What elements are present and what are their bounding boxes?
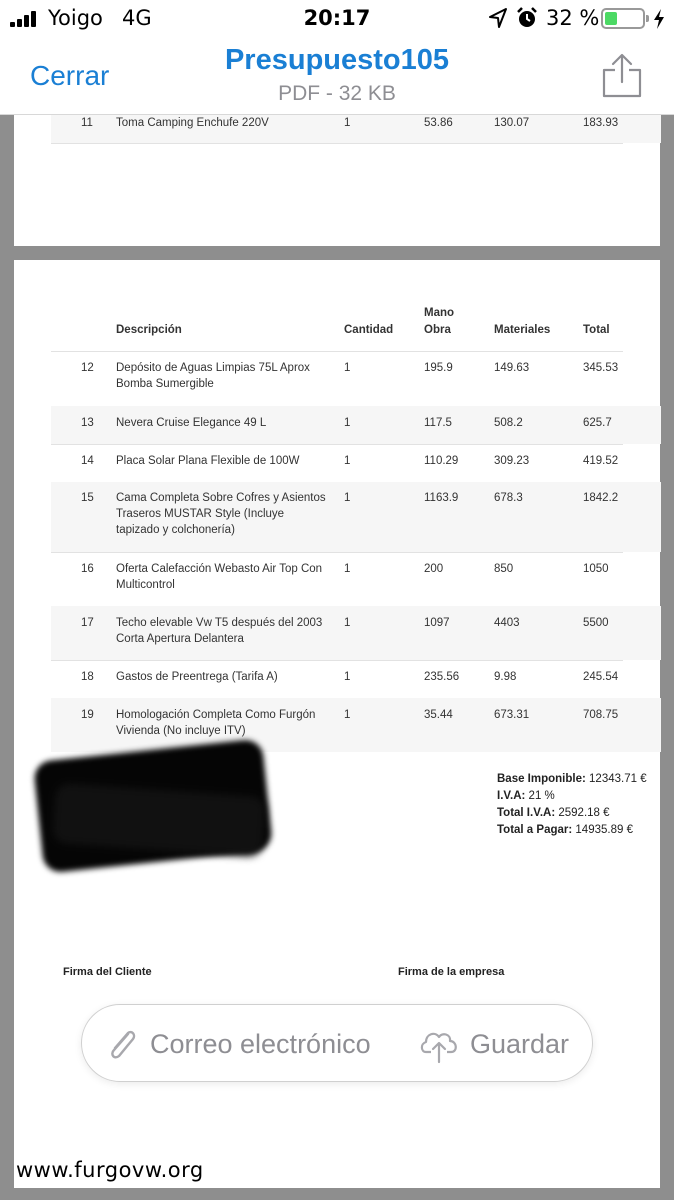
total-iva-rate-line [497, 788, 647, 805]
table-row [51, 444, 661, 482]
totals-block [497, 771, 647, 839]
network-type: 4G [122, 6, 152, 30]
total-base-line [497, 771, 647, 788]
total-iva-label: Total I.V.A: [497, 807, 556, 819]
total-pay-line [497, 822, 647, 839]
item-description: Oferta Calefacción Webasto Air Top Con Multicontrol [116, 563, 323, 591]
header-labor-line1: Mano [424, 307, 455, 319]
watermark: www.furgovw.org [16, 1158, 204, 1182]
item-total: 419.52 [583, 455, 619, 467]
close-button[interactable]: Cerrar [30, 60, 110, 91]
item-materials: 9.98 [494, 671, 517, 683]
item-total: 708.75 [583, 709, 619, 721]
item-quantity: 1 [344, 617, 351, 629]
item-quantity: 1 [344, 417, 351, 429]
navigation-bar [0, 38, 674, 115]
total-pay-label: Total a Pagar: [497, 824, 573, 836]
total-iva-line [497, 805, 647, 822]
table-row [51, 406, 661, 444]
header-materials: Materiales [494, 324, 551, 336]
header-divider [51, 351, 623, 352]
item-number: 18 [81, 671, 94, 683]
table-row [51, 606, 661, 660]
share-icon[interactable] [600, 52, 644, 98]
item-total: 625.7 [583, 417, 612, 429]
email-button-label: Correo electrónico [150, 1028, 371, 1059]
item-materials: 4403 [494, 617, 520, 629]
company-signature-label: Firma de la empresa [398, 966, 505, 978]
item-number: 13 [81, 417, 94, 429]
iva-rate-label: I.V.A: [497, 790, 526, 802]
document-info: PDF - 32 KB [278, 82, 396, 105]
item-total: 1842.2 [583, 492, 619, 504]
item-materials: 850 [494, 563, 514, 575]
table-row [51, 660, 661, 698]
header-labor-line2: Obra [424, 324, 451, 336]
header-quantity: Cantidad [344, 324, 394, 336]
carrier-name: Yoigo [48, 6, 103, 30]
item-quantity: 1 [344, 563, 351, 575]
item-labor: 1163.9 [424, 492, 459, 504]
item-total: 345.53 [583, 362, 619, 374]
item-number: 15 [81, 492, 94, 504]
item-total: 5500 [583, 617, 609, 629]
item-description: Depósito de Aguas Limpias 75L Aprox Bomba Sumergible [116, 362, 310, 390]
item-number: 14 [81, 455, 94, 467]
item-total: 183.93 [583, 117, 619, 129]
clock: 20:17 [303, 6, 371, 30]
row-divider [51, 143, 623, 144]
email-button[interactable] [104, 1005, 371, 1083]
total-iva-value: 2592.18 € [558, 807, 610, 819]
item-materials: 309.23 [494, 455, 530, 467]
item-materials: 508.2 [494, 417, 523, 429]
item-description: Gastos de Preentrega (Tarifa A) [116, 671, 278, 683]
battery-icon [601, 8, 645, 29]
item-number: 11 [81, 117, 93, 129]
item-materials: 678.3 [494, 492, 523, 504]
header-total: Total [583, 324, 610, 336]
paperclip-icon [104, 1024, 140, 1064]
item-labor: 1097 [424, 617, 450, 629]
table-row [51, 552, 661, 606]
battery-percentage: 32 % [546, 6, 600, 30]
item-quantity: 1 [344, 709, 351, 721]
table-row [51, 698, 661, 752]
item-total: 1050 [583, 563, 609, 575]
item-number: 17 [81, 617, 94, 629]
item-quantity: 1 [344, 362, 351, 374]
table-row [51, 482, 661, 552]
item-materials: 130.07 [494, 117, 530, 129]
item-labor: 110.29 [424, 455, 459, 467]
item-labor: 53.86 [424, 117, 453, 129]
table-row [51, 360, 661, 406]
iva-rate-value: 21 % [528, 790, 555, 802]
item-description: Nevera Cruise Elegance 49 L [116, 417, 267, 429]
table-row [51, 115, 661, 143]
item-description: Homologación Completa Como Furgón Vivienda (No incluye ITV) [116, 709, 316, 737]
total-base-value: 12343.71 € [589, 773, 647, 785]
document-title: Presupuesto105 [224, 44, 450, 76]
status-bar [0, 0, 674, 38]
item-total: 245.54 [583, 671, 619, 683]
item-materials: 673.31 [494, 709, 530, 721]
item-materials: 149.63 [494, 362, 530, 374]
cloud-upload-icon [418, 1024, 460, 1064]
item-quantity: 1 [344, 455, 351, 467]
item-description: Cama Completa Sobre Cofres y Asientos Traseros MUSTAR Style (Incluye tapizado y colchonería) [116, 492, 326, 536]
total-base-label: Base Imponible: [497, 773, 586, 785]
total-pay-value: 14935.89 € [575, 824, 633, 836]
save-button[interactable] [418, 1005, 569, 1083]
item-labor: 235.56 [424, 671, 460, 683]
alarm-clock-icon [516, 6, 538, 30]
item-quantity: 1 [344, 492, 351, 504]
item-labor: 195.9 [424, 362, 453, 374]
client-signature-label: Firma del Cliente [63, 966, 152, 978]
item-quantity: 1 [344, 117, 351, 129]
save-button-label: Guardar [470, 1028, 570, 1059]
item-number: 12 [81, 362, 94, 374]
item-number: 16 [81, 563, 94, 575]
charging-bolt-icon [652, 8, 666, 30]
item-labor: 200 [424, 563, 444, 575]
pdf-page [14, 115, 660, 246]
item-quantity: 1 [344, 671, 351, 683]
location-arrow-icon [488, 6, 508, 30]
item-description: Techo elevable Vw T5 después del 2003 Corta Apertura Delantera [116, 617, 323, 645]
item-description: Placa Solar Plana Flexible de 100W [116, 455, 300, 467]
item-labor: 35.44 [424, 709, 453, 721]
item-number: 19 [81, 709, 94, 721]
header-description: Descripción [116, 324, 182, 336]
action-bar [81, 1004, 593, 1082]
item-description: Toma Camping Enchufe 220V [116, 117, 269, 129]
item-labor: 117.5 [424, 417, 452, 429]
